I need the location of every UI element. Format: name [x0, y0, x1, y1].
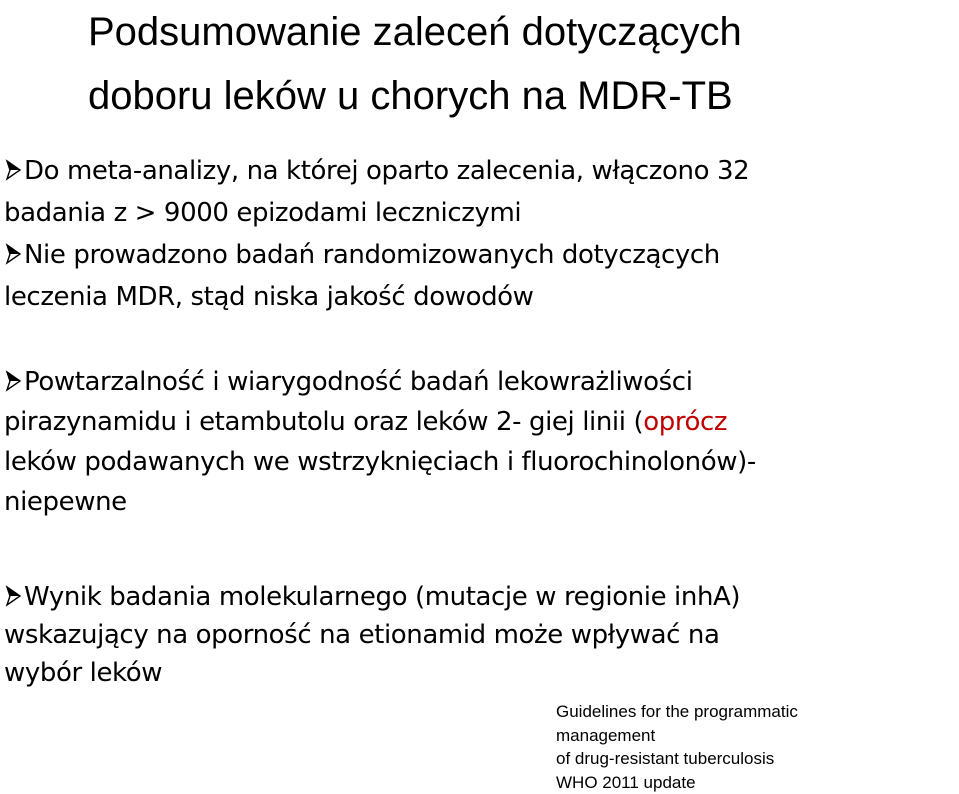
bullet-no-randomized — [4, 234, 954, 318]
bullet-3-line-4: niepewne — [4, 482, 954, 522]
arrow-bullet-icon — [4, 159, 22, 181]
bullet-3-highlight: oprócz — [643, 407, 727, 437]
bullet-meta-analysis — [4, 150, 954, 234]
citation-line-4: WHO 2011 update — [556, 771, 956, 794]
bullet-1-line-1: Do meta-analizy, na której oparto zalecenia, włączono 32 — [24, 156, 749, 186]
citation-line-1: Guidelines for the programmatic — [556, 700, 956, 724]
bullet-2-line-2: leczenia MDR, stąd niska jakość dowodów — [4, 276, 954, 318]
bullet-3-line-2: pirazynamidu i etambutolu oraz leków 2- giej linii ( — [4, 407, 643, 437]
bullet-3-line-3: leków podawanych we wstrzyknięciach i fluorochinolonów)- — [4, 442, 954, 482]
citation-line-2: management — [556, 724, 956, 748]
slide-title-line-2: doboru leków u chorych na MDR-TB — [88, 64, 948, 128]
bullet-4-line-3: wybór leków — [4, 654, 954, 692]
bullet-4-line-2: wskazujący na oporność na etionamid może wpływać na — [4, 616, 954, 654]
bullet-3-line-1: Powtarzalność i wiarygodność badań lekowrażliwości — [24, 367, 693, 397]
bullet-4-line-1: Wynik badania molekularnego (mutacje w regionie inhA) — [24, 582, 740, 612]
arrow-bullet-icon — [4, 370, 22, 392]
bullet-molecular-test — [4, 578, 954, 692]
source-citation — [556, 700, 956, 794]
bullet-2-line-1: Nie prowadzono badań randomizowanych dotyczących — [24, 240, 720, 270]
bullet-susceptibility-testing — [4, 362, 954, 522]
citation-line-3: of drug-resistant tuberculosis — [556, 747, 956, 771]
arrow-bullet-icon — [4, 585, 22, 607]
arrow-bullet-icon — [4, 243, 22, 265]
bullet-1-line-2: badania z > 9000 epizodami leczniczymi — [4, 192, 954, 234]
slide-title — [88, 0, 948, 128]
slide-title-line-1: Podsumowanie zaleceń dotyczących — [88, 0, 948, 64]
